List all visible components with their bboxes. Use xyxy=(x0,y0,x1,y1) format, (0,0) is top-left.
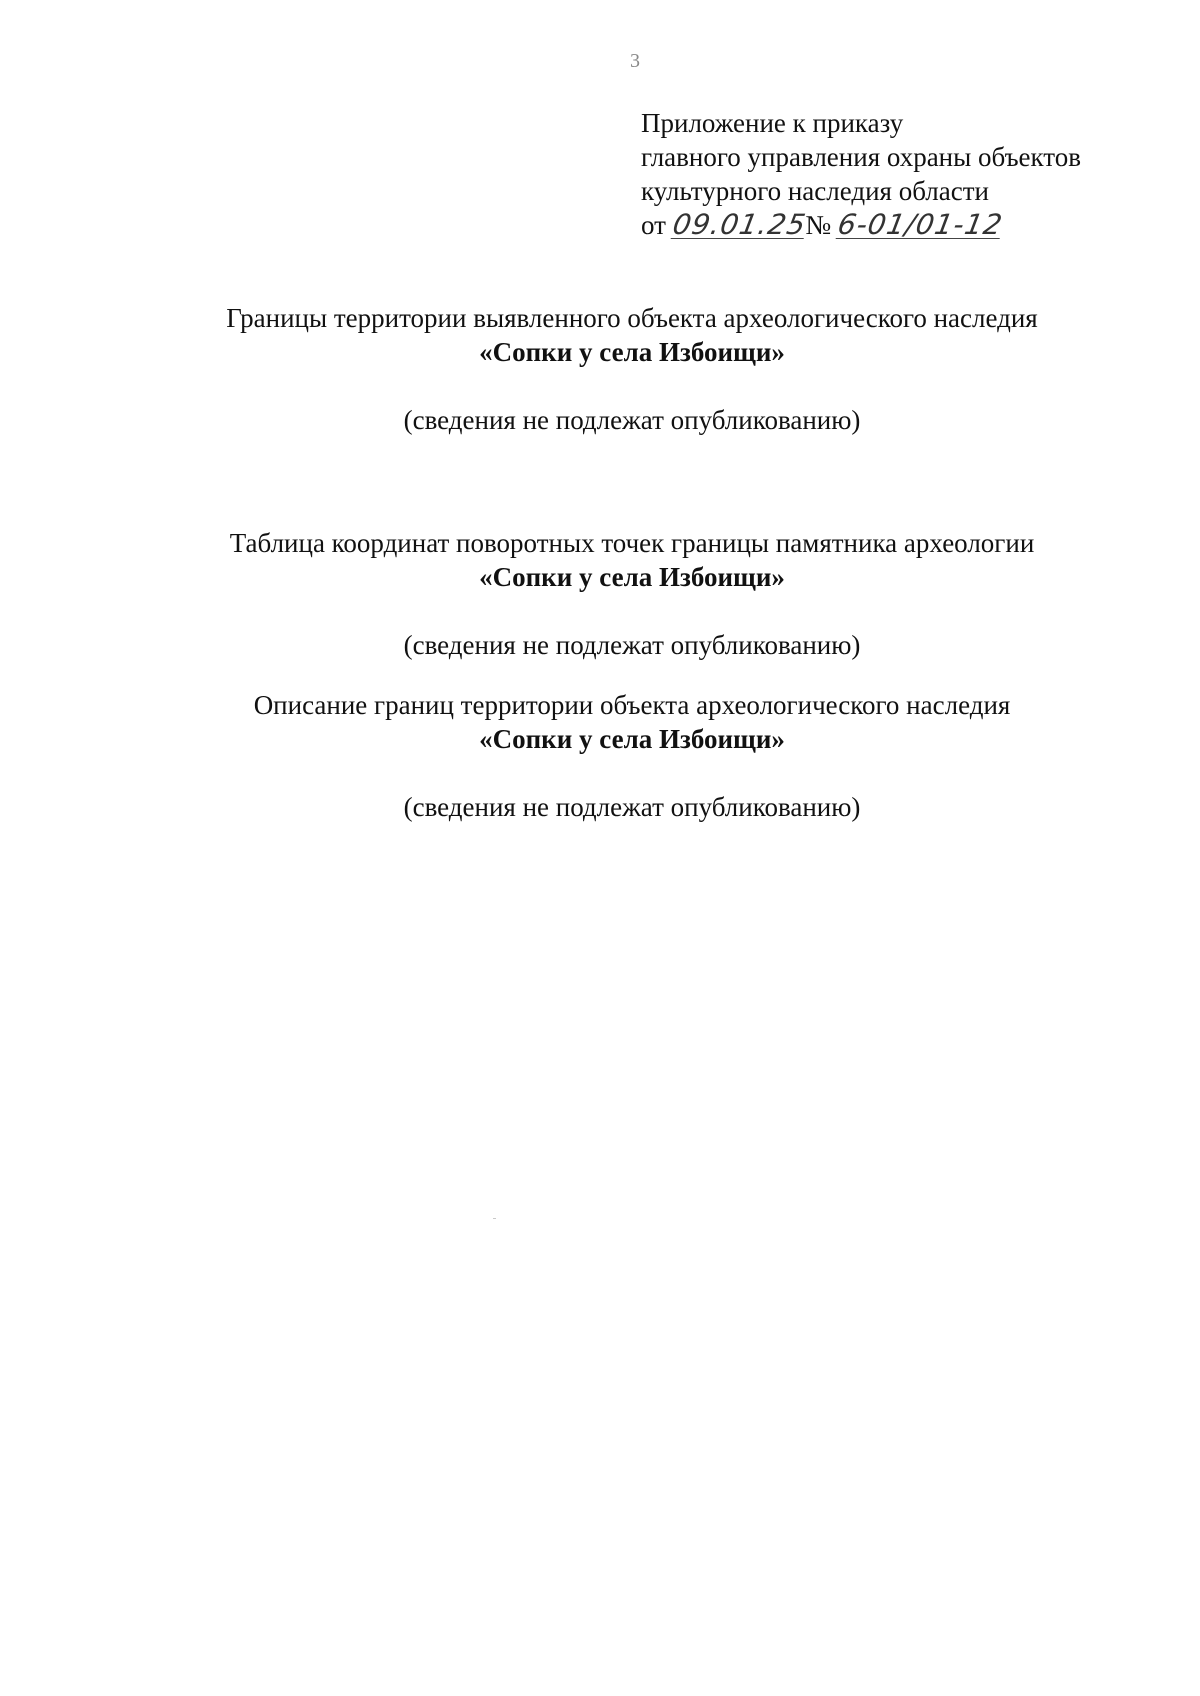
scan-speck xyxy=(493,1218,496,1219)
number-sign: № xyxy=(805,210,832,240)
section-heading: Описание границ территории объекта археологического наследия xyxy=(253,690,1011,720)
appendix-date-number-line xyxy=(641,208,1081,242)
boundaries-section xyxy=(0,301,1200,437)
boundary-description-section xyxy=(0,688,1200,824)
handwritten-order-number: 6-01/01-12 xyxy=(835,208,1006,241)
object-name: «Сопки у села Избоищи» xyxy=(479,562,785,592)
appendix-line-3: культурного наследия области xyxy=(641,176,989,206)
section-heading: Границы территории выявленного объекта археологического наследия xyxy=(226,303,1038,333)
object-name: «Сопки у села Избоищи» xyxy=(479,337,785,367)
confidential-note: (сведения не подлежат опубликованию) xyxy=(403,630,861,660)
handwritten-date: 09.01.25 xyxy=(669,208,809,241)
date-prefix: от xyxy=(641,210,666,240)
object-name: «Сопки у села Избоищи» xyxy=(479,724,785,754)
appendix-header xyxy=(641,106,1081,242)
appendix-line-2: главного управления охраны объектов xyxy=(641,142,1081,172)
coordinates-table-section xyxy=(0,526,1200,662)
page-number: 3 xyxy=(630,50,640,72)
confidential-note: (сведения не подлежат опубликованию) xyxy=(403,792,861,822)
confidential-note: (сведения не подлежат опубликованию) xyxy=(403,405,861,435)
appendix-line-1: Приложение к приказу xyxy=(641,108,904,138)
section-heading: Таблица координат поворотных точек границы памятника археологии xyxy=(229,528,1035,558)
